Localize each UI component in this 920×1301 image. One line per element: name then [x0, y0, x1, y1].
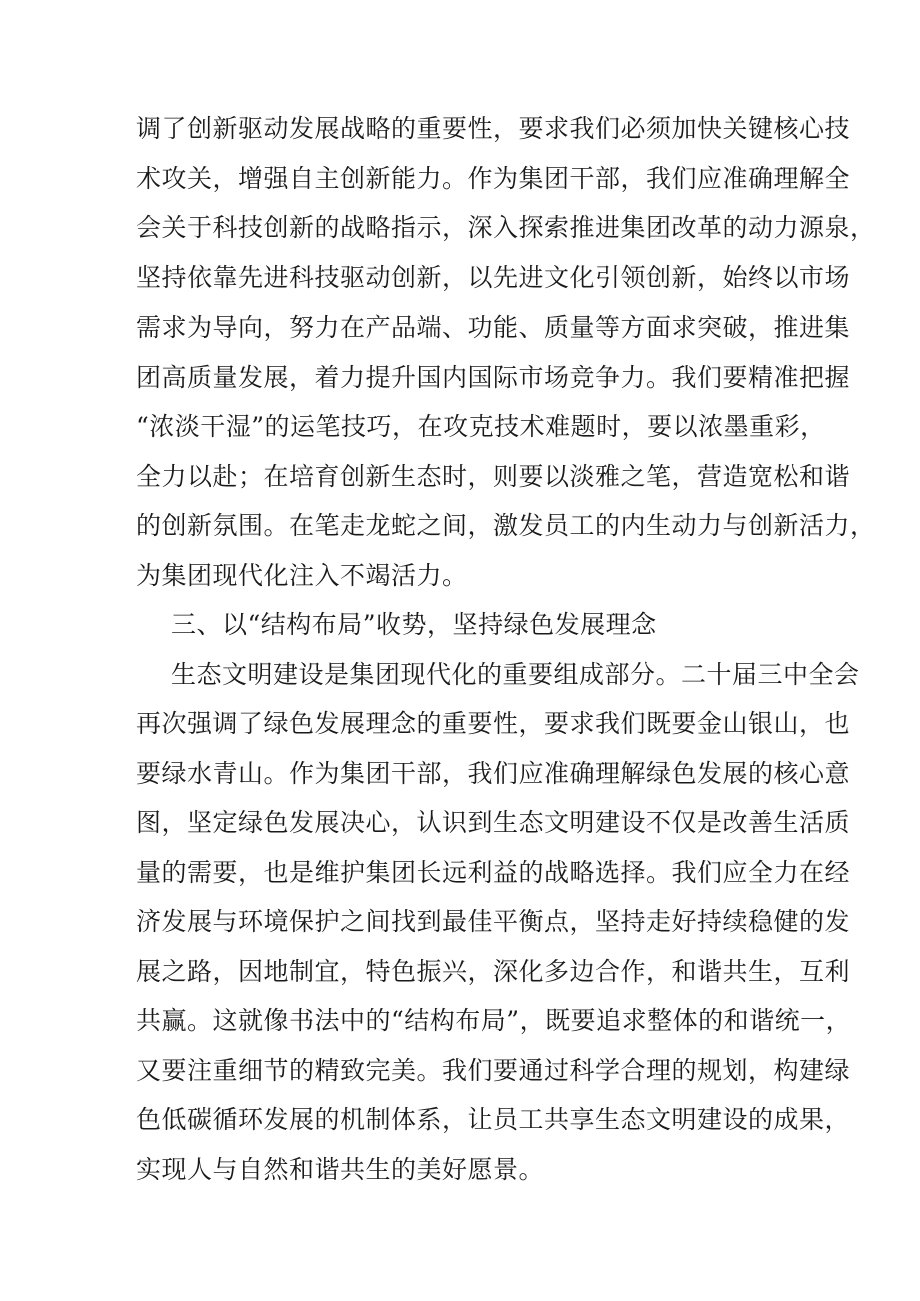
- body-line: 会关于科技创新的战略指示，深入探索推进集团改革的动力源泉，: [136, 213, 876, 242]
- body-line: 需求为导向，努力在产品端、功能、质量等方面求突破，推进集: [136, 313, 851, 342]
- section-heading: 三、以“结构布局”收势，坚持绿色发展理念: [171, 610, 657, 639]
- body-line: 坚持依靠先进科技驱动创新，以先进文化引领创新，始终以市场: [136, 263, 851, 292]
- body-line: 实现人与自然和谐共生的美好愿景。: [136, 1155, 545, 1184]
- body-line: 又要注重细节的精致完美。我们要通过科学合理的规划，构建绿: [136, 1056, 851, 1085]
- body-line: 量的需要，也是维护集团长远利益的战略选择。我们应全力在经: [136, 858, 851, 887]
- body-line: 调了创新驱动发展战略的重要性，要求我们必须加快关键核心技: [136, 114, 851, 143]
- body-line: 展之路，因地制宜，特色振兴，深化多边合作，和谐共生，互利: [136, 957, 851, 986]
- body-line: 色低碳循环发展的机制体系，让员工共享生态文明建设的成果，: [136, 1105, 851, 1134]
- body-line: 团高质量发展，着力提升国内国际市场竞争力。我们要精准把握: [136, 363, 851, 392]
- body-line: “浓淡干湿”的运笔技巧，在攻克技术难题时，要以浓墨重彩，: [136, 412, 826, 441]
- paragraph-first-line: 生态文明建设是集团现代化的重要组成部分。二十届三中全会: [171, 660, 860, 689]
- body-line: 济发展与环境保护之间找到最佳平衡点，坚持走好持续稳健的发: [136, 907, 851, 936]
- body-line: 的创新氛围。在笔走龙蛇之间，激发员工的内生动力与创新活力，: [136, 511, 876, 540]
- body-line: 为集团现代化注入不竭活力。: [136, 561, 468, 590]
- body-line: 再次强调了绿色发展理念的重要性，要求我们既要金山银山，也: [136, 709, 851, 738]
- body-line: 术攻关，增强自主创新能力。作为集团干部，我们应准确理解全: [136, 164, 851, 193]
- body-line: 全力以赴；在培育创新生态时，则要以淡雅之笔，营造宽松和谐: [136, 462, 851, 491]
- body-line: 共赢。这就像书法中的“结构布局”，既要追求整体的和谐统一，: [136, 1006, 852, 1035]
- body-line: 图，坚定绿色发展决心，认识到生态文明建设不仅是改善生活质: [136, 808, 851, 837]
- body-line: 要绿水青山。作为集团干部，我们应准确理解绿色发展的核心意: [136, 759, 851, 788]
